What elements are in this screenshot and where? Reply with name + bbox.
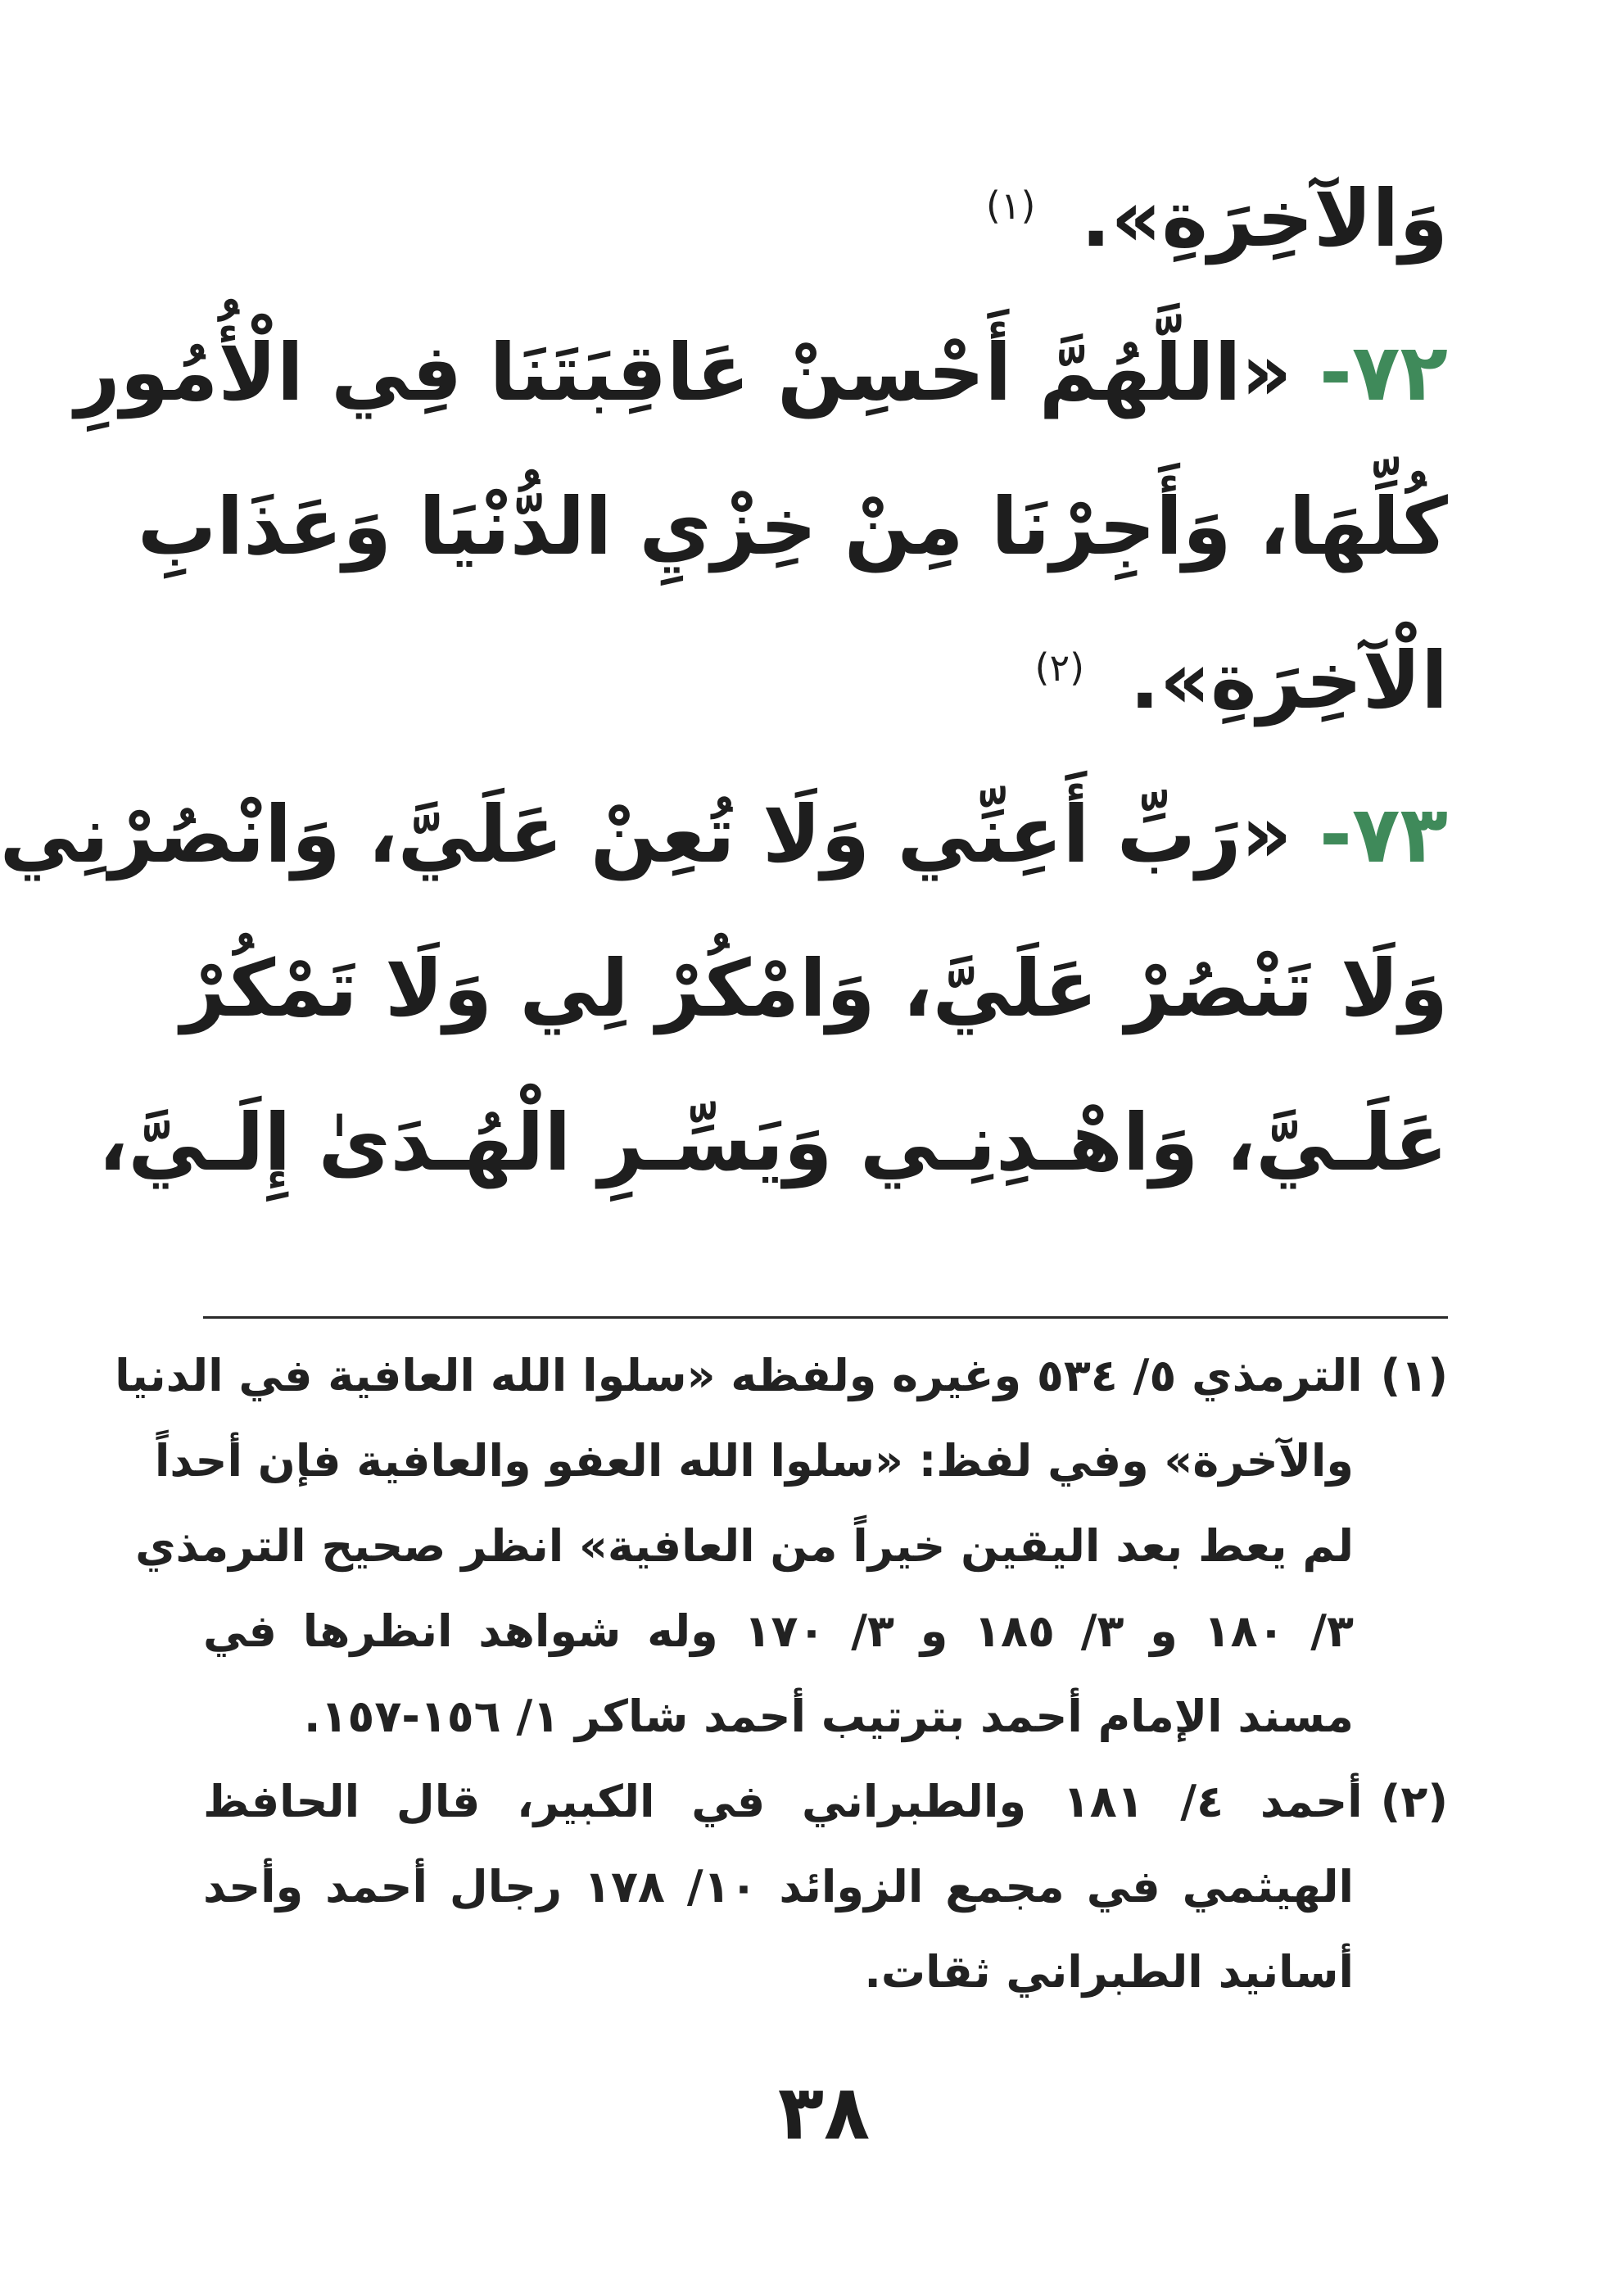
footnote-2-text-1: أحمد ٤/ ١٨١ والطبراني في الكبير، قال الحافظ	[203, 1776, 1363, 1827]
main-line-3	[137, 457, 1448, 596]
main-line-2-text: «اللَّهُمَّ أَحْسِنْ عَاقِبَتَنَا فِي الْأُمُورِ	[75, 327, 1292, 419]
footnote-2-line-2	[203, 1845, 1354, 1930]
footnote-1-line-3	[135, 1504, 1354, 1589]
main-line-3-text: كُلِّهَا، وَأَجِرْنَا مِنْ خِزْيِ الدُّنْيَا وَعَذَابِ	[137, 481, 1448, 573]
footnote-2-text-2: الهيثمي في مجمع الزوائد ١٠/ ١٧٨ رجال أحمد وأحد	[203, 1861, 1354, 1913]
main-line-5-text: «رَبِّ أَعِنِّي وَلَا تُعِنْ عَلَيَّ، وَانْصُرْنِي	[0, 789, 1292, 880]
footnote-1-text-5: مسند الإمام أحمد بترتيب أحمد شاكر ١/ ١٥٦-١٥٧.	[303, 1691, 1354, 1742]
main-line-1	[203, 149, 1448, 288]
footnote-2-line-1	[203, 1759, 1448, 1845]
footnote-ref-1: (١)	[985, 183, 1036, 228]
footnote-1-marker: (١)	[1380, 1350, 1448, 1401]
main-line-7	[97, 1073, 1448, 1212]
main-line-7-text: عَلَـيَّ، وَاهْـدِنِـي وَيَسِّـرِ الْهُـدَىٰ إِلَـيَّ،	[97, 1097, 1448, 1188]
main-line-2	[75, 303, 1448, 442]
main-line-6	[180, 919, 1448, 1058]
footnote-2-marker: (٢)	[1380, 1776, 1449, 1827]
footnote-ref-2: (٢)	[1034, 645, 1085, 690]
footnote-divider	[203, 1316, 1448, 1319]
footnote-1-line-4	[203, 1589, 1354, 1674]
footnote-1-text-4: ٣/ ١٨٠ و ٣/ ١٨٥ و ٣/ ١٧٠ وله شواهد انظرها في	[203, 1605, 1354, 1657]
footnote-1-text-1: الترمذي ٥/ ٥٣٤ وغيره ولفظه «سلوا الله العافية في الدنيا	[115, 1350, 1363, 1401]
item-number-73: ٧٣-	[1292, 789, 1448, 880]
footnote-1-text-3: لم يعط بعد اليقين خيراً من العافية» انظر صحيح الترمذي	[135, 1520, 1354, 1572]
main-line-5	[0, 765, 1448, 904]
footnote-2-text-3: أسانيد الطبراني ثقات.	[864, 1946, 1354, 1998]
footnote-1-line-2	[154, 1419, 1354, 1504]
footnote-2-line-3	[203, 1930, 1354, 2015]
item-number-72: ٧٢-	[1292, 327, 1448, 419]
footnote-1-line-5	[203, 1674, 1354, 1759]
footnote-1-text-2: والآخرة» وفي لفظ: «سلوا الله العفو والعافية فإن أحداً	[154, 1435, 1354, 1487]
main-line-1-text: وَالآخِرَةِ».	[1053, 173, 1448, 265]
main-line-6-text: وَلَا تَنْصُرْ عَلَيَّ، وَامْكُرْ لِي وَلَا تَمْكُرْ	[180, 943, 1448, 1034]
main-line-4	[203, 611, 1448, 750]
main-line-4-text: الْآخِرَةِ».	[1102, 635, 1448, 727]
page-number: ٣٨	[777, 2069, 871, 2157]
footnote-1-line-1	[115, 1333, 1448, 1419]
